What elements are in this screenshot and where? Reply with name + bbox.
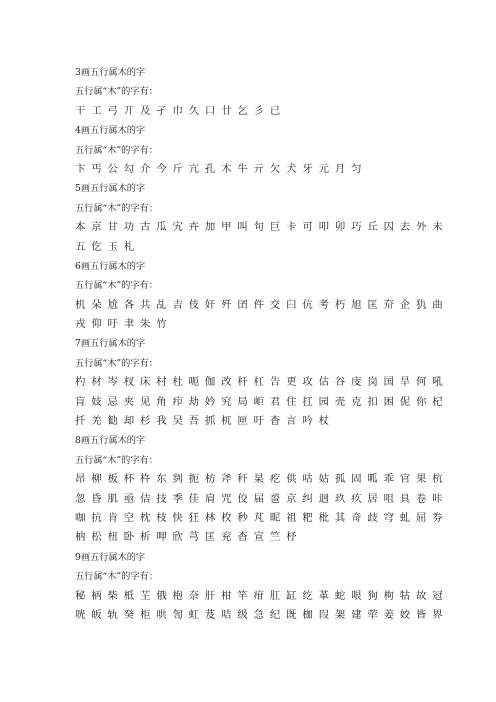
section-label: 五行属“木”的字有： — [75, 280, 158, 292]
character-list-line: 干工弓丌及孑巾久口廿乞彡已 — [75, 104, 287, 117]
section-7-strokes — [75, 334, 456, 431]
character-list-line: 咣皈轨癸柜哄訇虹芨咭级急纪既枷叚架建荦姜姣皆界 — [75, 608, 449, 621]
section-6-strokes — [75, 257, 456, 335]
section-label: 五行属“木”的字有： — [75, 454, 158, 466]
character-list-line: 肓妓忌夹见角疖劫妗究局岠君住扛园壳克扣困伲你杞 — [75, 395, 449, 408]
character-list-line: 忽昏肌亟佶技季佳肩咒佼届巹京纠迥玖疚居咀具卷咔 — [75, 492, 449, 505]
section-heading: 8画五行属木的字 — [75, 435, 146, 447]
section-heading: 7画五行属木的字 — [75, 338, 146, 350]
section-label: 五行属“木”的字有： — [75, 202, 158, 214]
section-4-strokes — [75, 121, 456, 179]
section-8-strokes — [75, 431, 456, 547]
character-list-line: 杓材岑杈床村杜呃伽改杆杠告更攻估谷庋岗国旱何吼 — [75, 376, 449, 389]
character-list-line: 昂柳板杯杵东刿扼枋斧秆杲疙供咕姑孤固呱乖官果杭 — [75, 473, 449, 486]
character-list-line: 戎仰吁聿朱竹 — [75, 318, 173, 331]
section-heading: 5画五行属木的字 — [75, 183, 146, 195]
character-list-line: 本京甘功古瓜宄卉加甲叫句巨卡可叩卯巧丘囚去外未 — [75, 221, 449, 234]
section-heading: 3画五行属木的字 — [75, 67, 146, 78]
character-list-line: 秘柄柴柢芏俄枹奈肝柑竿疳肛缸纥革蛇哏狗枸牯故冠 — [75, 589, 449, 602]
character-list-line: 机朵尬各共乩吉伎奸歼囝件交臼伉考朽旭匡夼企犰曲 — [75, 298, 449, 311]
section-heading: 9画五行属木的字 — [75, 551, 146, 563]
section-label: 五行属“木”的字有： — [75, 357, 158, 369]
character-list-line: 五仡玉札 — [75, 240, 140, 253]
section-5-strokes — [75, 179, 456, 257]
section-9-strokes — [75, 548, 456, 626]
section-label: 五行属“木”的字有： — [75, 86, 158, 98]
section-3-strokes — [75, 63, 456, 121]
section-label: 五行属“木”的字有： — [75, 571, 158, 583]
character-list-line: 枘松杻卧析呷欣芎匡兖杳宣竺杼 — [75, 531, 303, 544]
section-heading: 4画五行属木的字 — [75, 125, 146, 137]
character-list-line: 咖抗肯空枕枝快狂林枚秒芃昵祖粑枇其奇歧穹虬屈券 — [75, 511, 449, 524]
section-heading: 6画五行属木的字 — [75, 260, 146, 272]
section-label: 五行属“木”的字有： — [75, 144, 158, 156]
character-list-line: 扦羌勧却杉我吴吾抓杌匣吁杳言吟杖 — [75, 415, 335, 428]
character-list-line: 卞丐公勾介今斤亢孔木牛亓欠犬牙元月匀 — [75, 162, 368, 175]
